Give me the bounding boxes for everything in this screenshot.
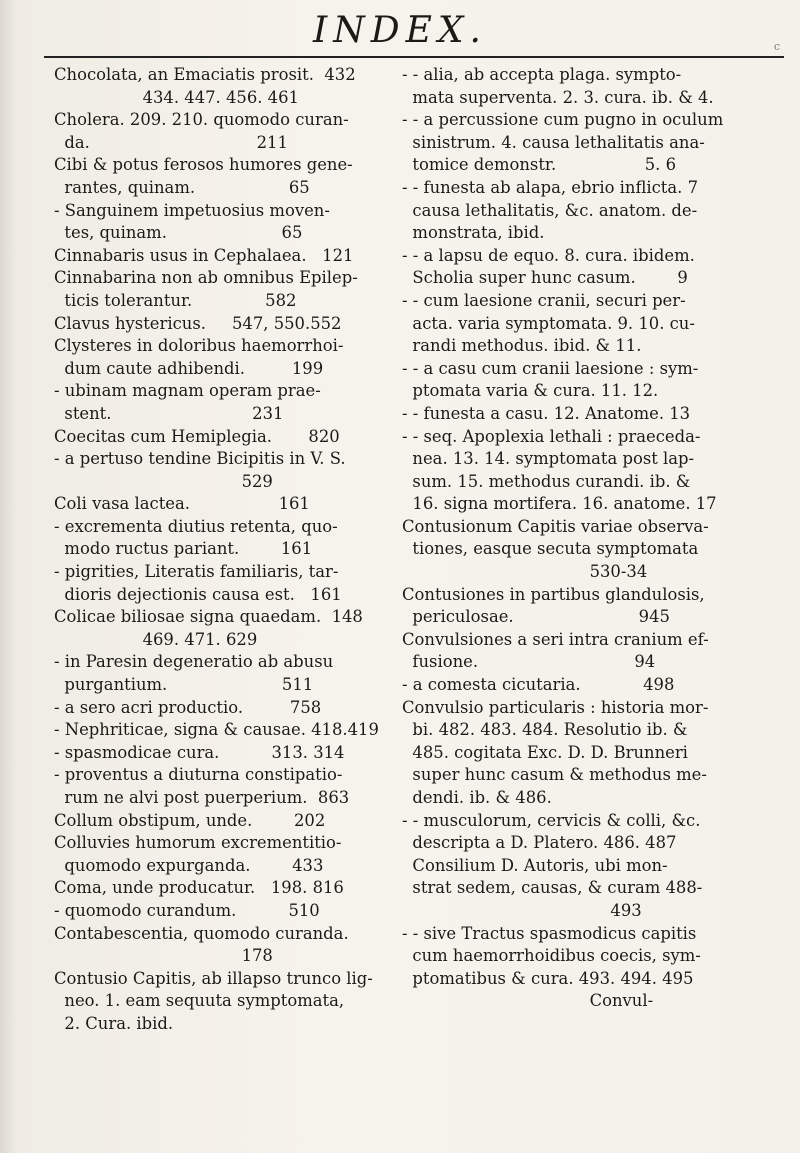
- index-line: Collum obstipum, unde. 202: [54, 810, 326, 830]
- index-line: neo. 1. eam sequuta symptomata,: [54, 991, 345, 1011]
- index-line: Consilium D. Autoris, ubi mon-: [402, 855, 668, 875]
- index-line: Scholia super hunc casum. 9: [402, 268, 688, 288]
- index-line: - - funesta a casu. 12. Anatome. 13: [402, 403, 691, 423]
- signature-mark: c: [773, 40, 780, 53]
- index-line: tes, quinam. 65: [54, 223, 303, 243]
- index-line: stent. 231: [54, 403, 284, 423]
- index-line: quomodo expurganda. 433: [54, 855, 324, 875]
- index-line: - - a lapsu de equo. 8. cura. ibidem.: [402, 245, 695, 265]
- index-line: causa lethalitatis, &c. anatom. de-: [402, 200, 698, 220]
- index-line: - - funesta ab alapa, ebrio inflicta. 7: [402, 177, 699, 197]
- index-line: sinistrum. 4. causa lethalitatis ana-: [402, 132, 705, 152]
- index-line: Colluvies humorum excrementitio-: [54, 833, 342, 853]
- index-line: rum ne alvi post puerperium. 863: [54, 788, 350, 807]
- index-line: Colicae biliosae signa quaedam. 148: [54, 607, 363, 627]
- index-line: - - a casu cum cranii laesione : sym-: [402, 358, 699, 378]
- index-line: - spasmodicae cura. 313. 314: [54, 742, 345, 762]
- index-line: - a sero acri productio. 758: [54, 697, 322, 717]
- index-line: periculosae. 945: [402, 607, 670, 627]
- index-line: 530-34: [402, 562, 648, 582]
- index-line: acta. varia symptomata. 9. 10. cu-: [402, 313, 695, 333]
- index-line: Convulsiones a seri intra cranium ef-: [402, 629, 709, 649]
- index-line: - - seq. Apoplexia lethali : praeceda-: [402, 426, 701, 446]
- index-line: Contusio Capitis, ab illapso trunco lig-: [54, 968, 373, 988]
- index-line: Coma, unde producatur. 198. 816: [54, 878, 344, 898]
- index-line: tiones, easque secuta symptomata: [402, 539, 699, 559]
- index-line: 434. 447. 456. 461: [54, 87, 299, 107]
- index-line: 485. cogitata Exc. D. D. Brunneri: [402, 742, 688, 762]
- index-line: Contabescentia, quomodo curanda.: [54, 923, 349, 943]
- index-line: Chocolata, an Emaciatis prosit. 432: [54, 65, 356, 84]
- index-line: strat sedem, causas, & curam 488-: [402, 878, 703, 898]
- index-line: Cholera. 209. 210. quomodo curan-: [54, 110, 349, 130]
- index-line: Clysteres in doloribus haemorrhoi-: [54, 336, 344, 356]
- index-line: - pigrities, Literatis familiaris, tar-: [54, 562, 339, 582]
- index-line: 178: [54, 946, 273, 966]
- index-line: fusione. 94: [402, 652, 656, 672]
- index-line: Contusiones in partibus glandulosis,: [402, 584, 705, 604]
- index-line: mata superventa. 2. 3. cura. ib. & 4.: [402, 87, 714, 107]
- index-line: ptomatibus & cura. 493. 494. 495: [402, 968, 694, 988]
- page-title: INDEX.: [313, 10, 487, 51]
- index-line: modo ructus pariant. 161: [54, 539, 313, 559]
- index-line: tomice demonstr. 5. 6: [402, 155, 676, 175]
- index-line: Coli vasa lactea. 161: [54, 494, 310, 514]
- index-line: Clavus hystericus. 547, 550.552: [54, 313, 342, 333]
- index-line: ptomata varia & cura. 11. 12.: [402, 381, 659, 401]
- index-line: dendi. ib. & 486.: [402, 788, 552, 807]
- index-line: Cibi & potus ferosos humores gene-: [54, 155, 353, 175]
- index-line: Convul-: [402, 991, 654, 1011]
- index-line: purgantium. 511: [54, 675, 314, 695]
- index-line: descripta a D. Platero. 486. 487: [402, 833, 677, 853]
- right-column: [402, 64, 790, 1013]
- index-line: - - sive Tractus spasmodicus capitis: [402, 923, 697, 943]
- index-line: - in Paresin degeneratio ab abusu: [54, 652, 334, 672]
- page-header: [0, 2, 800, 54]
- left-column: [54, 64, 400, 1036]
- index-line: 469. 471. 629: [54, 629, 258, 649]
- index-line: Convulsio particularis : historia mor-: [402, 697, 709, 717]
- index-line: - Sanguinem impetuosius moven-: [54, 200, 330, 220]
- index-line: Cinnabarina non ab omnibus Epilep-: [54, 268, 358, 288]
- index-line: 493: [402, 900, 642, 920]
- index-line: - - cum laesione cranii, securi per-: [402, 290, 686, 310]
- index-line: 16. signa mortifera. 16. anatome. 17: [402, 494, 717, 514]
- index-line: - a comesta cicutaria. 498: [402, 675, 675, 695]
- index-line: Contusionum Capitis variae observa-: [402, 516, 709, 536]
- index-line: dum caute adhibendi. 199: [54, 358, 324, 378]
- index-line: - a pertuso tendine Bicipitis in V. S.: [54, 449, 346, 469]
- index-line: - quomodo curandum. 510: [54, 900, 320, 920]
- index-line: - excrementa diutius retenta, quo-: [54, 516, 338, 536]
- index-line: bi. 482. 483. 484. Resolutio ib. &: [402, 720, 688, 740]
- index-line: - Nephriticae, signa & causae. 418.419: [54, 720, 379, 740]
- index-line: monstrata, ibid.: [402, 223, 545, 243]
- index-line: - - alia, ab accepta plaga. sympto-: [402, 65, 682, 84]
- index-line: Coecitas cum Hemiplegia. 820: [54, 426, 340, 446]
- index-line: - ubinam magnam operam prae-: [54, 381, 321, 401]
- index-line: - - a percussione cum pugno in oculum: [402, 110, 724, 130]
- index-line: ticis tolerantur. 582: [54, 290, 297, 310]
- index-line: - proventus a diuturna constipatio-: [54, 765, 343, 785]
- index-line: randi methodus. ibid. & 11.: [402, 336, 642, 356]
- index-line: sum. 15. methodus curandi. ib. &: [402, 471, 691, 491]
- index-line: 529: [54, 471, 273, 491]
- index-line: cum haemorrhoidibus coecis, sym-: [402, 946, 701, 966]
- index-line: super hunc casum & methodus me-: [402, 765, 707, 785]
- index-line: nea. 13. 14. symptomata post lap-: [402, 449, 695, 469]
- header-rule: [44, 56, 784, 58]
- binding-shadow: [0, 0, 18, 1153]
- index-line: Cinnabaris usus in Cephalaea. 121: [54, 245, 354, 265]
- index-line: da. 211: [54, 132, 288, 152]
- index-line: 2. Cura. ibid.: [54, 1013, 174, 1033]
- index-line: rantes, quinam. 65: [54, 177, 310, 197]
- index-line: dioris dejectionis causa est. 161: [54, 584, 342, 604]
- index-line: - - musculorum, cervicis & colli, &c.: [402, 810, 701, 830]
